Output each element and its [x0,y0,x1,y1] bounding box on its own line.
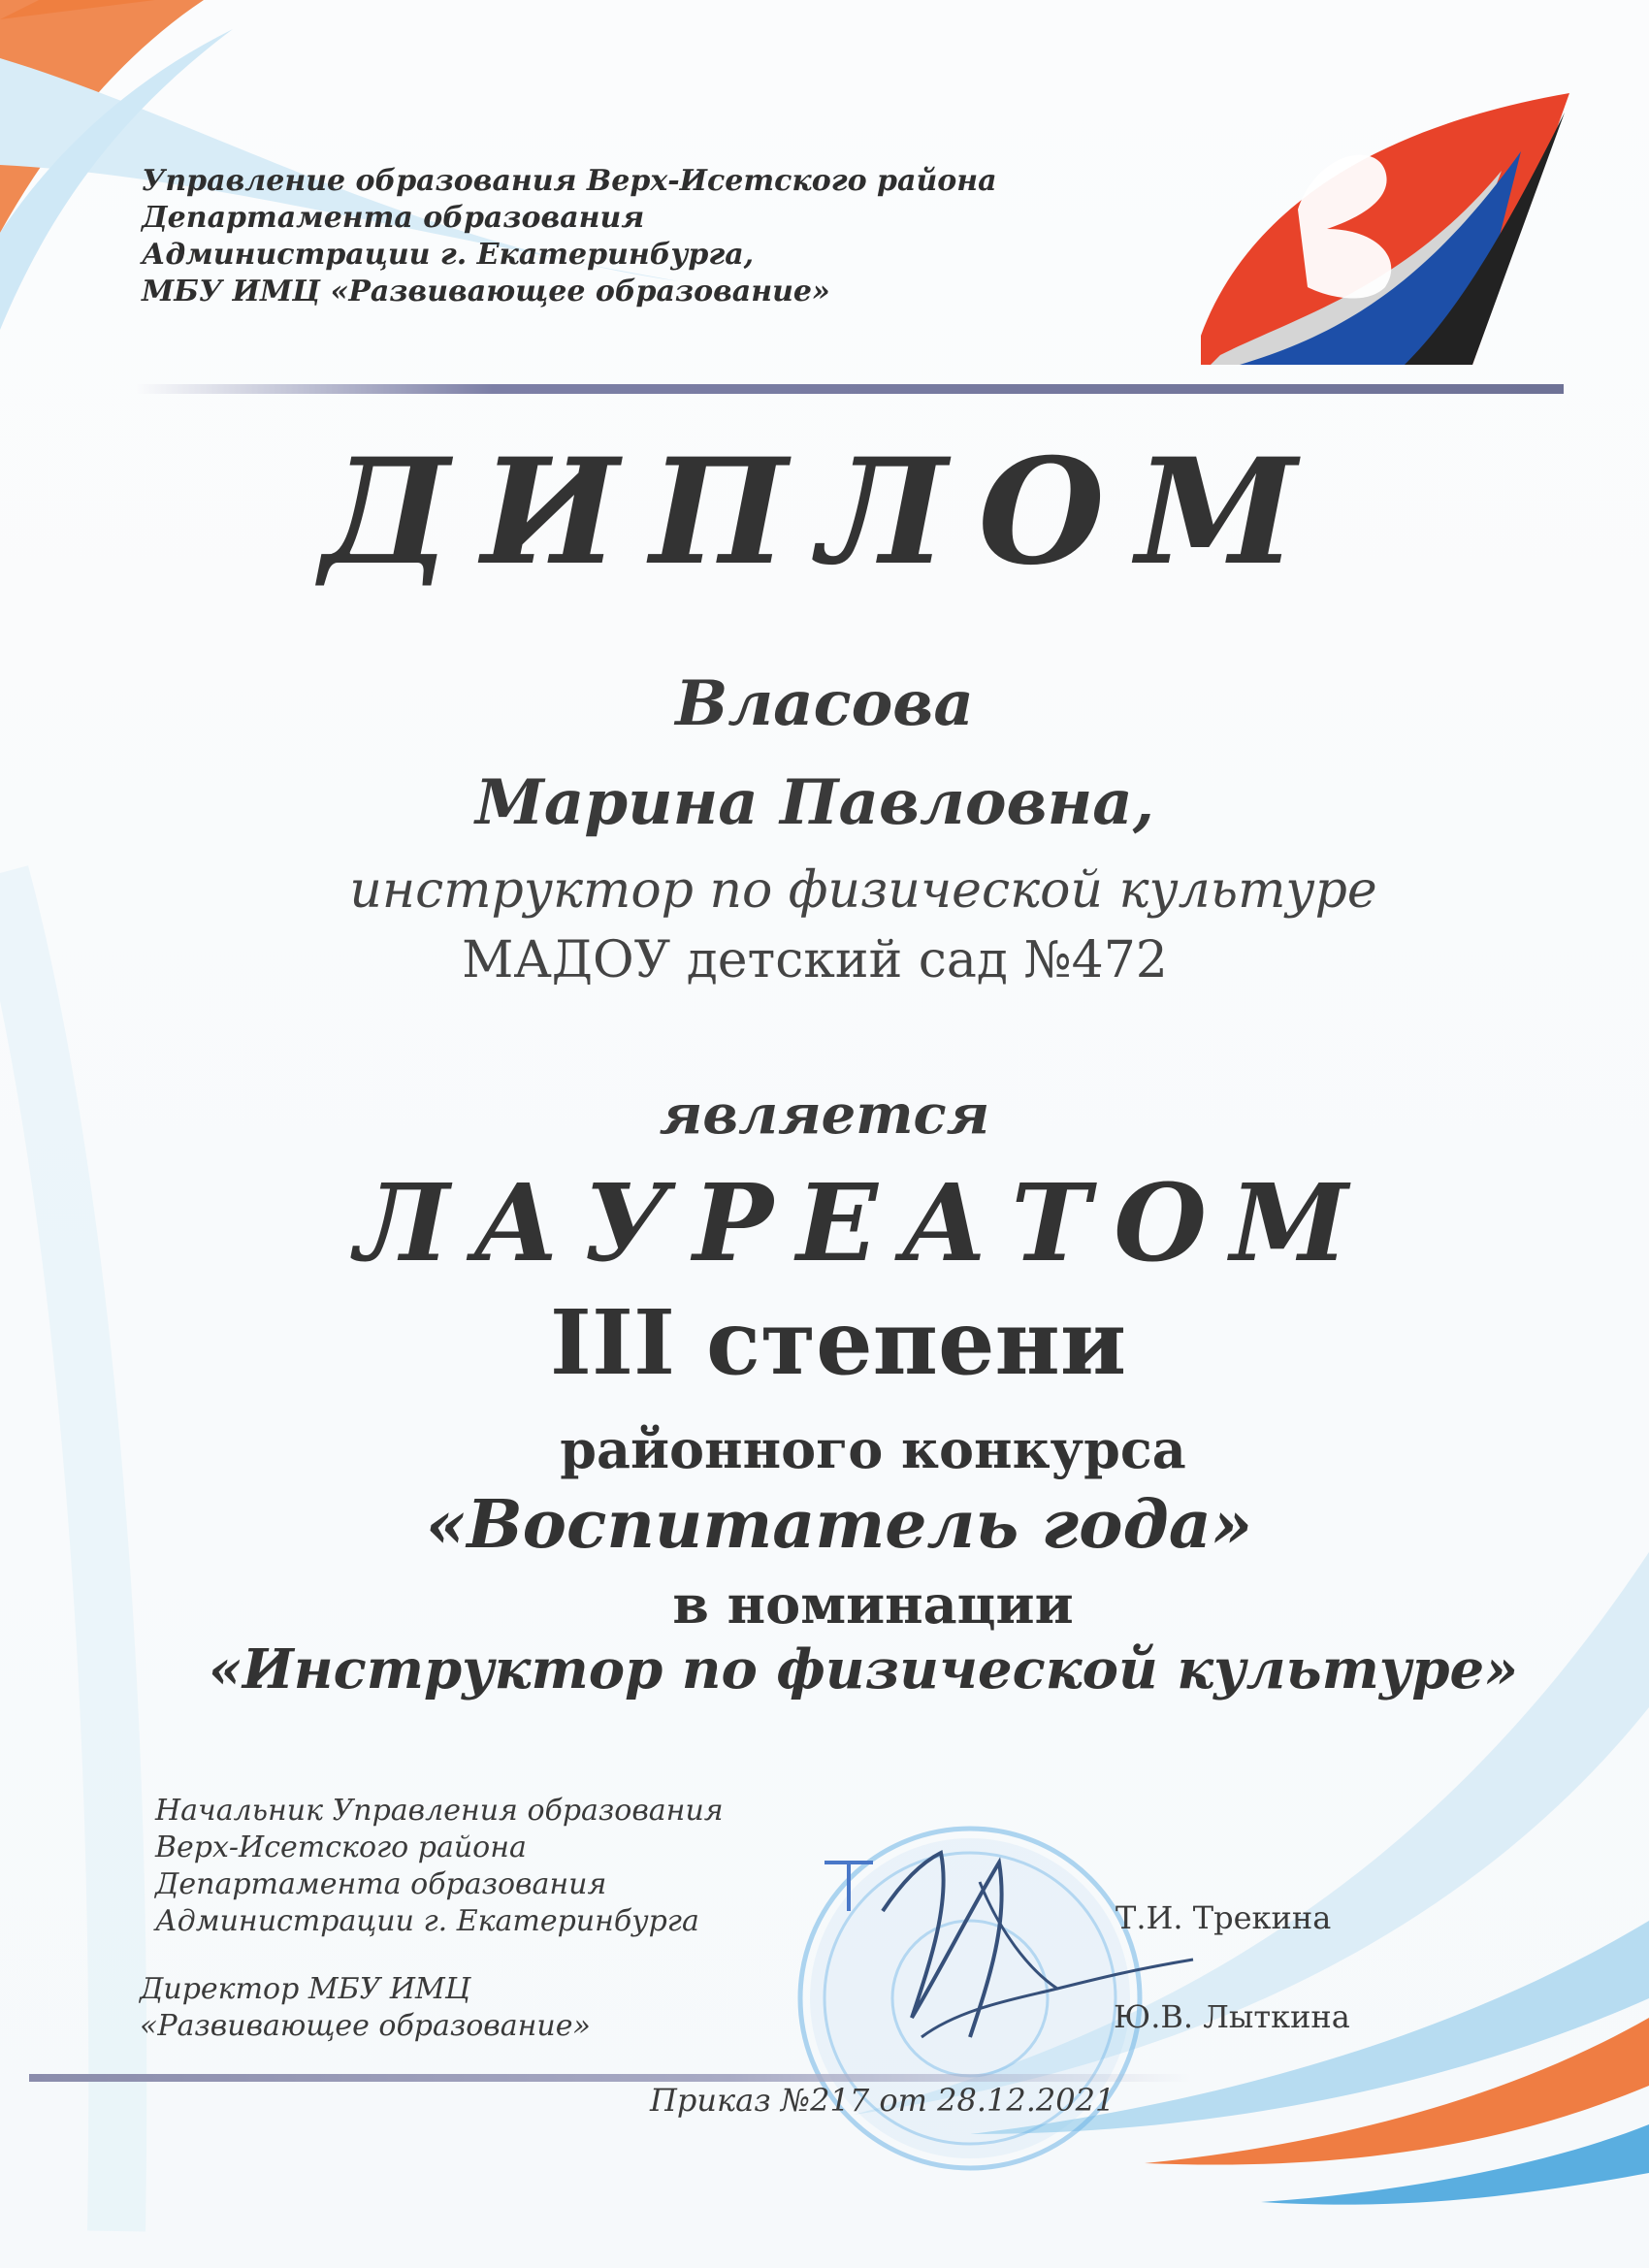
director-title-line-1: Директор МБУ ИМЦ [140,1972,470,2006]
contest-label: районного конкурса [560,1418,1186,1480]
recipient-position: инструктор по физической культуре [349,861,1377,920]
organization-header [142,163,997,310]
nomination-label: в номинации [672,1573,1074,1636]
recipient-given-names: Марина Павловна, [475,766,1154,839]
header-divider [136,384,1564,394]
org-line-2: Департамента образования [142,201,645,235]
footer-divider [29,2074,1193,2082]
nomination-name: «Инструктор по физической культуре» [208,1637,1519,1701]
head-title-line-3: Департамента образования [155,1867,607,1901]
recipient-institution: МАДОУ детский сад №472 [462,931,1168,989]
award-degree: III степени [549,1290,1127,1395]
director-title-line-2: «Развивающее образование» [140,2009,591,2043]
head-title-line-4: Администрации г. Екатеринбурга [155,1904,699,1938]
handwritten-signature-icon [805,1824,1212,2076]
diploma-title: ДИПЛОМ [320,427,1329,598]
head-signatory-name: Т.И. Трекина [1116,1899,1332,1936]
is-label: является [659,1083,990,1147]
recipient-surname: Власова [675,667,974,740]
head-title-line-1: Начальник Управления образования [155,1794,724,1828]
head-signatory-title [155,1793,724,1940]
director-signatory-name: Ю.В. Лыткина [1114,1998,1350,2035]
director-signatory-title [140,1971,591,2045]
flag-torch-logo-icon [1181,93,1569,365]
award-title: ЛАУРЕАТОМ [355,1160,1372,1285]
org-line-3: Администрации г. Екатеринбурга, [142,238,755,272]
order-reference: Приказ №217 от 28.12.2021 [650,2082,1116,2119]
contest-name: «Воспитатель года» [425,1486,1253,1564]
org-line-4: МБУ ИМЦ «Развивающее образование» [142,275,830,308]
org-line-1: Управление образования Верх-Исетского района [142,164,997,198]
head-title-line-2: Верх-Исетского района [155,1831,527,1864]
